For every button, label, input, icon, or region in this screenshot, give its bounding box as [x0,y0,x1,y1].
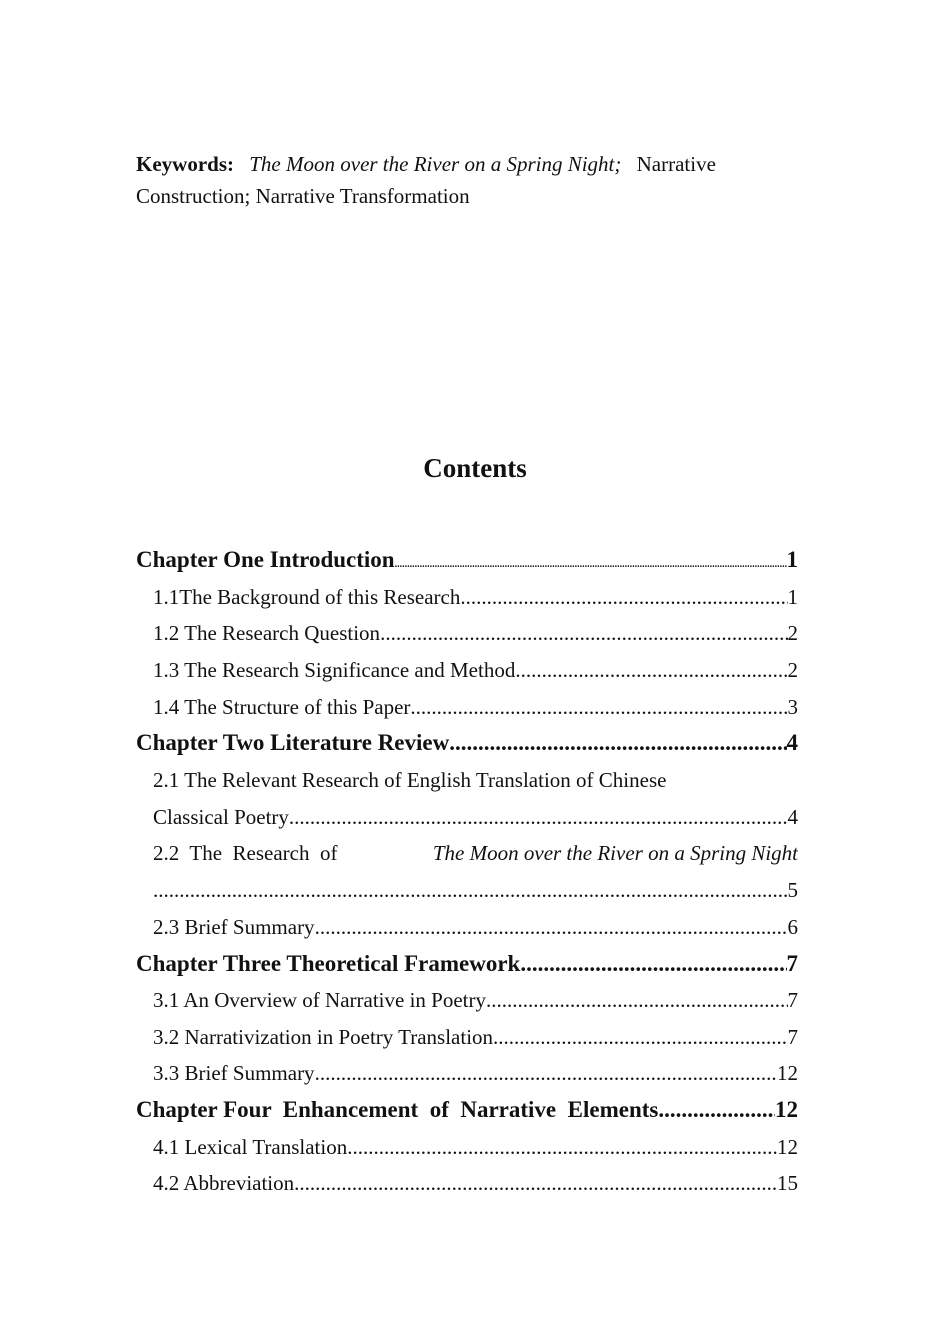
toc-chapter-four[interactable] [136,1092,798,1128]
toc-chapter-one[interactable] [136,542,798,578]
toc-section-4-1[interactable] [153,1129,798,1165]
toc-label: Chapter Four Enhancement of Narrative Elements [136,1097,659,1122]
toc-page-number: 7 [787,1025,798,1049]
toc-page-number: 12 [775,1097,798,1122]
toc-leader [347,1129,777,1165]
toc-page-number: 2 [787,658,798,682]
toc-section-4-2[interactable] [153,1165,798,1201]
toc-chapter-three[interactable] [136,946,798,982]
toc-page-number: 1 [787,585,798,609]
toc-page-number: 2 [787,621,798,645]
toc-label: 1.4 The Structure of this Paper [153,695,411,719]
toc-page-number: 6 [787,915,798,939]
toc-leader [380,615,787,651]
toc-section-3-1[interactable] [153,982,798,1018]
toc-leader [486,982,788,1018]
toc-leader [315,909,788,945]
toc-section-2-2-line1[interactable] [153,835,798,871]
contents-heading: Contents [423,453,527,483]
toc-page-number: 5 [787,878,798,902]
toc-chapter-two[interactable] [136,725,798,761]
toc-section-2-3[interactable] [153,909,798,945]
keywords-label: Keywords: [136,152,234,176]
toc-label-italic: The Moon over the River on a Spring Night [432,841,798,865]
toc-leader [520,946,786,982]
toc-label: 2.2 The Research of [153,841,343,865]
toc-label: 2.3 Brief Summary [153,915,315,939]
keywords-title: The Moon over the River on a Spring Night; [249,152,622,176]
toc-page-number: 12 [777,1061,798,1085]
toc-section-1-4[interactable] [153,689,798,725]
toc-section-2-2-line2[interactable] [153,872,798,908]
toc-leader [395,547,787,578]
toc-section-3-3[interactable] [153,1055,798,1091]
toc-leader [289,799,788,835]
toc-label: 4.2 Abbreviation [153,1171,295,1195]
toc-label: 3.2 Narrativization in Poetry Translation [153,1025,494,1049]
toc-section-1-3[interactable] [153,652,798,688]
toc-label: Chapter Three Theoretical Framework [136,951,521,976]
toc-label: 4.1 Lexical Translation [153,1135,348,1159]
toc-label: 1.2 The Research Question [153,621,381,645]
keywords-paragraph [136,148,850,212]
toc-leader [493,1019,787,1055]
toc-leader [153,872,788,908]
toc-section-3-2[interactable] [153,1019,798,1055]
toc-page-number: 3 [787,695,798,719]
toc-page-number: 7 [786,951,798,976]
toc-section-1-2[interactable] [153,615,798,651]
keywords-rest-2: Construction; Narrative Transformation [136,184,470,208]
toc-label: 1.3 The Research Significance and Method [153,658,516,682]
keywords-rest-1: Narrative [636,152,716,176]
toc-label: Chapter Two Literature Review [136,730,450,755]
toc-page-number: 1 [786,547,798,572]
toc-leader [410,689,787,725]
toc-page-number: 4 [786,730,798,755]
toc-label: 3.1 An Overview of Narrative in Poetry [153,988,486,1012]
toc-leader [460,579,787,615]
toc-leader [515,652,787,688]
toc-page-number: 7 [787,988,798,1012]
toc-label: Chapter One Introduction [136,547,395,572]
toc-label: Classical Poetry [153,805,289,829]
toc-page-number: 12 [777,1135,798,1159]
toc-section-1-1[interactable] [153,579,798,615]
toc-leader [294,1165,777,1201]
toc-leader [658,1092,775,1128]
toc-label: 3.3 Brief Summary [153,1061,315,1085]
toc-leader [449,725,786,761]
toc-label: 2.1 The Relevant Research of English Translation of Chinese [153,768,667,792]
toc-page-number: 15 [777,1171,798,1195]
toc-page-number: 4 [787,805,798,829]
toc-section-2-1-line2[interactable] [153,799,798,835]
toc-label: 1.1The Background of this Research [153,585,461,609]
toc-section-2-1-line1[interactable] [153,762,798,798]
toc-leader [315,1055,777,1091]
